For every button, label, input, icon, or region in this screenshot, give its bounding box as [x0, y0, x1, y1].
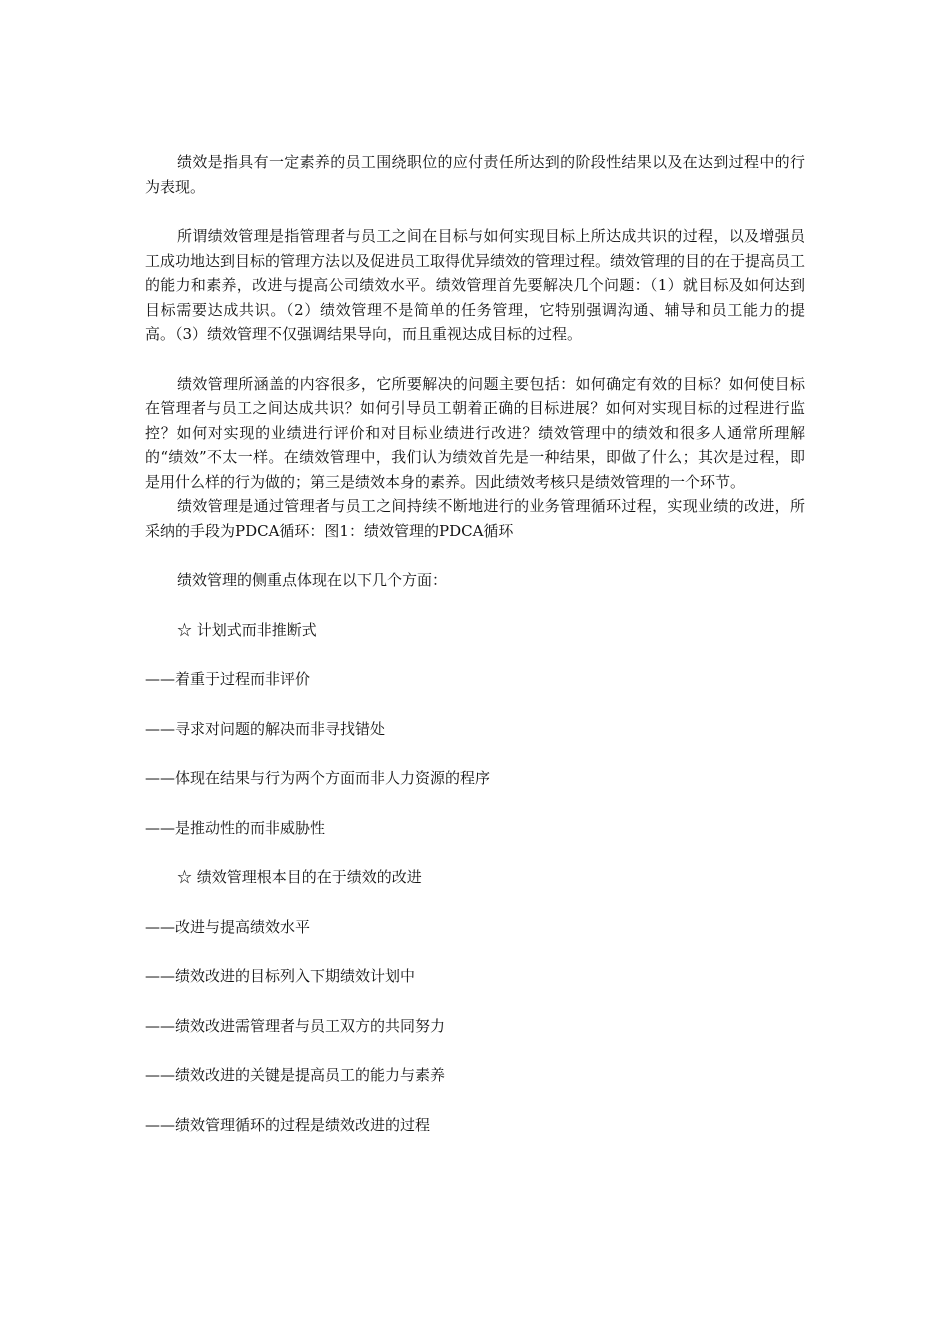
list-item: ——绩效管理循环的过程是绩效改进的过程 — [145, 1115, 431, 1134]
paragraph-focus-intro: 绩效管理的侧重点体现在以下几个方面： — [177, 571, 448, 589]
section1-heading: ☆ 计划式而非推断式 — [177, 620, 317, 639]
list-item: ——是推动性的而非威胁性 — [145, 818, 326, 837]
list-item: ——体现在结果与行为两个方面而非人力资源的程序 — [145, 769, 491, 787]
paragraph-content-scope: 绩效管理所涵盖的内容很多，它所要解决的问题主要包括：如何确定有效的目标？如何使目标在管理者与员工之间达成共识？如何引导员工朝着正确的目标进展？如何对实现目标的过程进行监控？如何对实现的业绩进行评价和对目标业绩进行改进？绩效管理中的绩效和很多人通常所理解的“绩效”不太一样。在绩效管理中，我们认为绩效首先是一种结果，即做了什么；其次是过程，即是用什么样的行为做的；第三是绩效本身的素养。因此绩效考核只是绩效管理的一个环节。 — [145, 374, 805, 491]
list-item: ——着重于过程而非评价 — [145, 670, 311, 688]
paragraph-management-definition: 所谓绩效管理是指管理者与员工之间在目标与如何实现目标上所达成共识的过程，以及增强员工成功地达到目标的管理方法以及促进员工取得优异绩效的管理过程。绩效管理的目的在于提高员工的能力和素养，改进与提高公司绩效水平。绩效管理首先要解决几个问题：（1）就目标及如何达到目标需要达成共识。（2）绩效管理不是简单的任务管理，它特别强调沟通、辅导和员工能力的提高。（3）绩效管理不仅强调结果导向，而且重视达成目标的过程。 — [145, 227, 806, 343]
list-item: ——绩效改进的目标列入下期绩效计划中 — [145, 967, 416, 985]
list-item: ——绩效改进需管理者与员工双方的共同努力 — [145, 1016, 446, 1035]
document-page — [145, 150, 805, 1137]
section2-heading: ☆ 绩效管理根本目的在于绩效的改进 — [177, 868, 422, 886]
list-item: ——寻求对问题的解决而非寻找错处 — [145, 719, 386, 738]
paragraph-pdca-cycle: 绩效管理是通过管理者与员工之间持续不断地进行的业务管理循环过程，实现业绩的改进，所采纳的手段为PDCA循环：图1：绩效管理的PDCA循环 — [145, 497, 805, 540]
list-item: ——绩效改进的关键是提高员工的能力与素养 — [145, 1066, 446, 1084]
paragraph-definition: 绩效是指具有一定素养的员工围绕职位的应付责任所达到的阶段性结果以及在达到过程中的行为表现。 — [145, 153, 805, 196]
list-item: ——改进与提高绩效水平 — [145, 917, 311, 936]
